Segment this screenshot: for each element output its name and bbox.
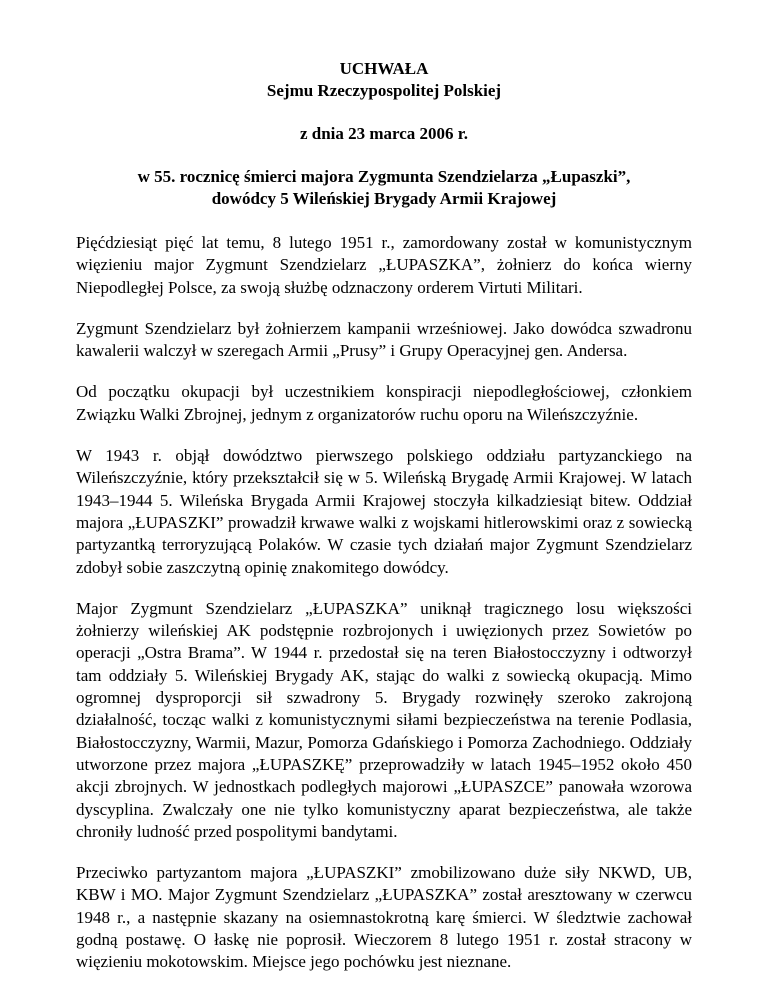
resolution-body: [76, 232, 692, 974]
issuer-line: Sejmu Rzeczypospolitej Polskiej: [266, 81, 502, 100]
paragraph-5: Major Zygmunt Szendzielarz „ŁUPASZKA” uniknął tragicznego losu większości żołnierzy wileńskiej AK podstępnie rozbrojonych i uwięzionych przez Sowietów po operacji „Ostra Brama”. W 1944 r. przedostał się na teren Białostocczyzny i odtworzył tam oddziały 5. Wileńskiej Brygady AK, stając do walki z sowiecką okupacją. Mimo ogromnej dysproporcji sił szwadrony 5. Brygady rozwinęły szeroko zakrojoną działalność, tocząc walki z komunistycznymi siłami bezpieczeństwa na terenie Podlasia, Białostocczyzny, Warmii, Mazur, Pomorza Gdańskiego i Pomorza Zachodniego. Oddziały utworzone przez majora „ŁUPASZKĘ” przeprowadziły w latach 1945–1952 około 450 akcji zbrojnych. W jednostkach podległych majorowi „ŁUPASZCE” panowała wzorowa dyscyplina. Zwalczały one nie tylko komunistyczny aparat bezpieczeństwa, ale także chroniły ludność przed pospolitymi bandytami.: [76, 598, 692, 841]
resolution-date: z dnia 23 marca 2006 r.: [299, 124, 469, 143]
subject-line-2: dowódcy 5 Wileńskiej Brygady Armii Krajowej: [211, 189, 557, 208]
paragraph-3: Od początku okupacji był uczestnikiem konspiracji niepodległościowej, członkiem Związku Walki Zbrojnej, jednym z organizatorów ruchu oporu na Wileńszczyźnie.: [76, 382, 692, 424]
paragraph-4: W 1943 r. objął dowództwo pierwszego polskiego oddziału partyzanckiego na Wileńszczyźnie, który przekształcił się w 5. Wileńską Brygadę Armii Krajowej. W latach 1943–1944 5. Wileńska Brygada Armii Krajowej stoczyła kilkadziesiąt bitew. Oddział majora „ŁUPASZKI” prowadził krwawe walki z wojskami hitlerowskimi oraz z sowiecką partyzantką terroryzującą Polaków. W czasie tych działań major Zygmunt Szendzielarz zdobył sobie zaszczytną opinię znakomitego dowódcy.: [76, 446, 692, 577]
subject-line-1: w 55. rocznicę śmierci majora Zygmunta Szendzielarza „Łupaszki”,: [137, 167, 631, 186]
paragraph-6: Przeciwko partyzantom majora „ŁUPASZKI” zmobilizowano duże siły NKWD, UB, KBW i MO. Major Zygmunt Szendzielarz „ŁUPASZKA” został aresztowany w czerwcu 1948 r., a następnie skazany na osiemnastokrotną karę śmierci. W śledztwie zachował godną postawę. O łaskę nie poprosił. Wieczorem 8 lutego 1951 r. został stracony w więzieniu mokotowskim. Miejsce jego pochówku jest nieznane.: [76, 863, 692, 972]
resolution-header: [76, 58, 692, 210]
paragraph-1: Pięćdziesiąt pięć lat temu, 8 lutego 1951 r., zamordowany został w komunistycznym więzieniu major Zygmunt Szendzielarz „ŁUPASZKA”, żołnierz do końca wierny Niepodległej Polsce, za swoją służbę odznaczony orderem Virtuti Militari.: [76, 233, 692, 297]
resolution-subject: [76, 166, 692, 210]
resolution-title: UCHWAŁA: [339, 59, 429, 78]
document-page: [76, 58, 692, 993]
paragraph-2: Zygmunt Szendzielarz był żołnierzem kampanii wrześniowej. Jako dowódca szwadronu kawalerii walczył w szeregach Armii „Prusy” i Grupy Operacyjnej gen. Andersa.: [76, 318, 692, 361]
